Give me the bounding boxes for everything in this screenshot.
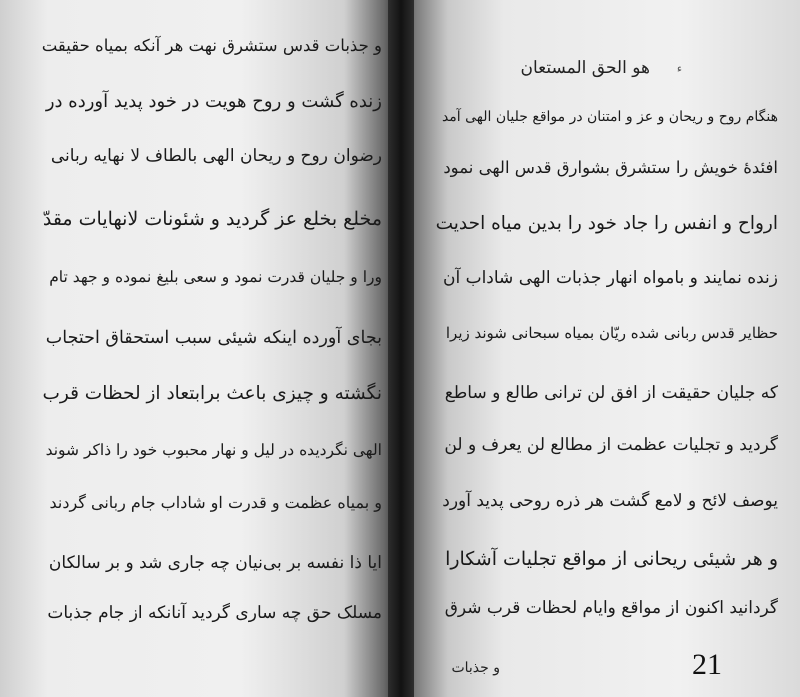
left-line-1: و جذبات قدس ستشرق نهت هر آنکه بمیاه حقیقت xyxy=(41,36,382,55)
left-line-2: زنده گشت و روح هویت در خود پدید آورده در xyxy=(45,91,382,112)
left-line-3: رضوان روح و ریحان الهی بالطاف لا نهایه ربانی xyxy=(50,146,382,166)
right-page xyxy=(400,0,800,697)
right-line-7: گردید و تجلیات عظمت از مطالع لن یعرف و لن xyxy=(444,435,778,455)
right-line-5: حظایر قدس ربانی شده ریّان بمیاه سبحانی شوند زیرا xyxy=(445,324,778,342)
left-line-7: نگشته و چیزی باعث برابتعاد از لحظات قرب xyxy=(42,383,382,404)
right-line-8: یوصف لائح و لامع گشت هر ذره روحی پدید آورد xyxy=(442,491,778,511)
book-gutter xyxy=(388,0,414,697)
invocation-heading: هو الحق المستعان xyxy=(520,58,650,78)
left-line-5: ورا و جلیان قدرت نمود و سعی بلیغ نموده و جهد تام xyxy=(49,268,382,286)
left-line-6: بجای آورده اینکه شیئی سبب استحقاق احتجاب xyxy=(45,328,382,348)
right-line-4: زنده نمایند و بامواه انهار جذبات الهی شاداب آن xyxy=(442,268,778,288)
right-line-2: افئدهٔ خویش را ستشرق بشوارق قدس الهی نمود xyxy=(443,158,778,177)
right-line-9: و هر شیئی ریحانی از مواقع تجلیات آشکارا xyxy=(445,548,778,570)
page-number: 21 xyxy=(692,648,722,681)
right-line-6: که جلیان حقیقت از افق لن ترانی طالع و ساطع xyxy=(444,383,778,403)
right-line-3: ارواح و انفس را جاد خود را بدین میاه احدیت xyxy=(435,213,778,234)
right-line-1: هنگام روح و ریحان و عز و امتنان در مواقع جلیان الهی آمد xyxy=(441,109,778,125)
heading-mark: ء xyxy=(676,62,682,75)
right-line-10: گردانید اکنون از مواقع وایام لحظات قرب شرق xyxy=(444,598,778,618)
left-line-4: مخلع بخلع عز گردید و شئونات لانهایات مقدّ xyxy=(42,208,382,230)
left-line-9: و بمیاه عظمت و قدرت او شاداب جام ربانی گردند xyxy=(49,493,382,512)
left-line-8: الهی نگردیده در لیل و نهار محبوب خود را ذاکر شوند xyxy=(45,441,382,459)
left-line-10: ایا ذا نفسه بر بی‌نیان چه جاری شد و بر سالکان xyxy=(48,553,382,573)
catchword: و جذبات xyxy=(451,660,500,676)
left-line-11: مسلک حق چه ساری گردید آنانکه از جام جذبات xyxy=(47,603,382,623)
